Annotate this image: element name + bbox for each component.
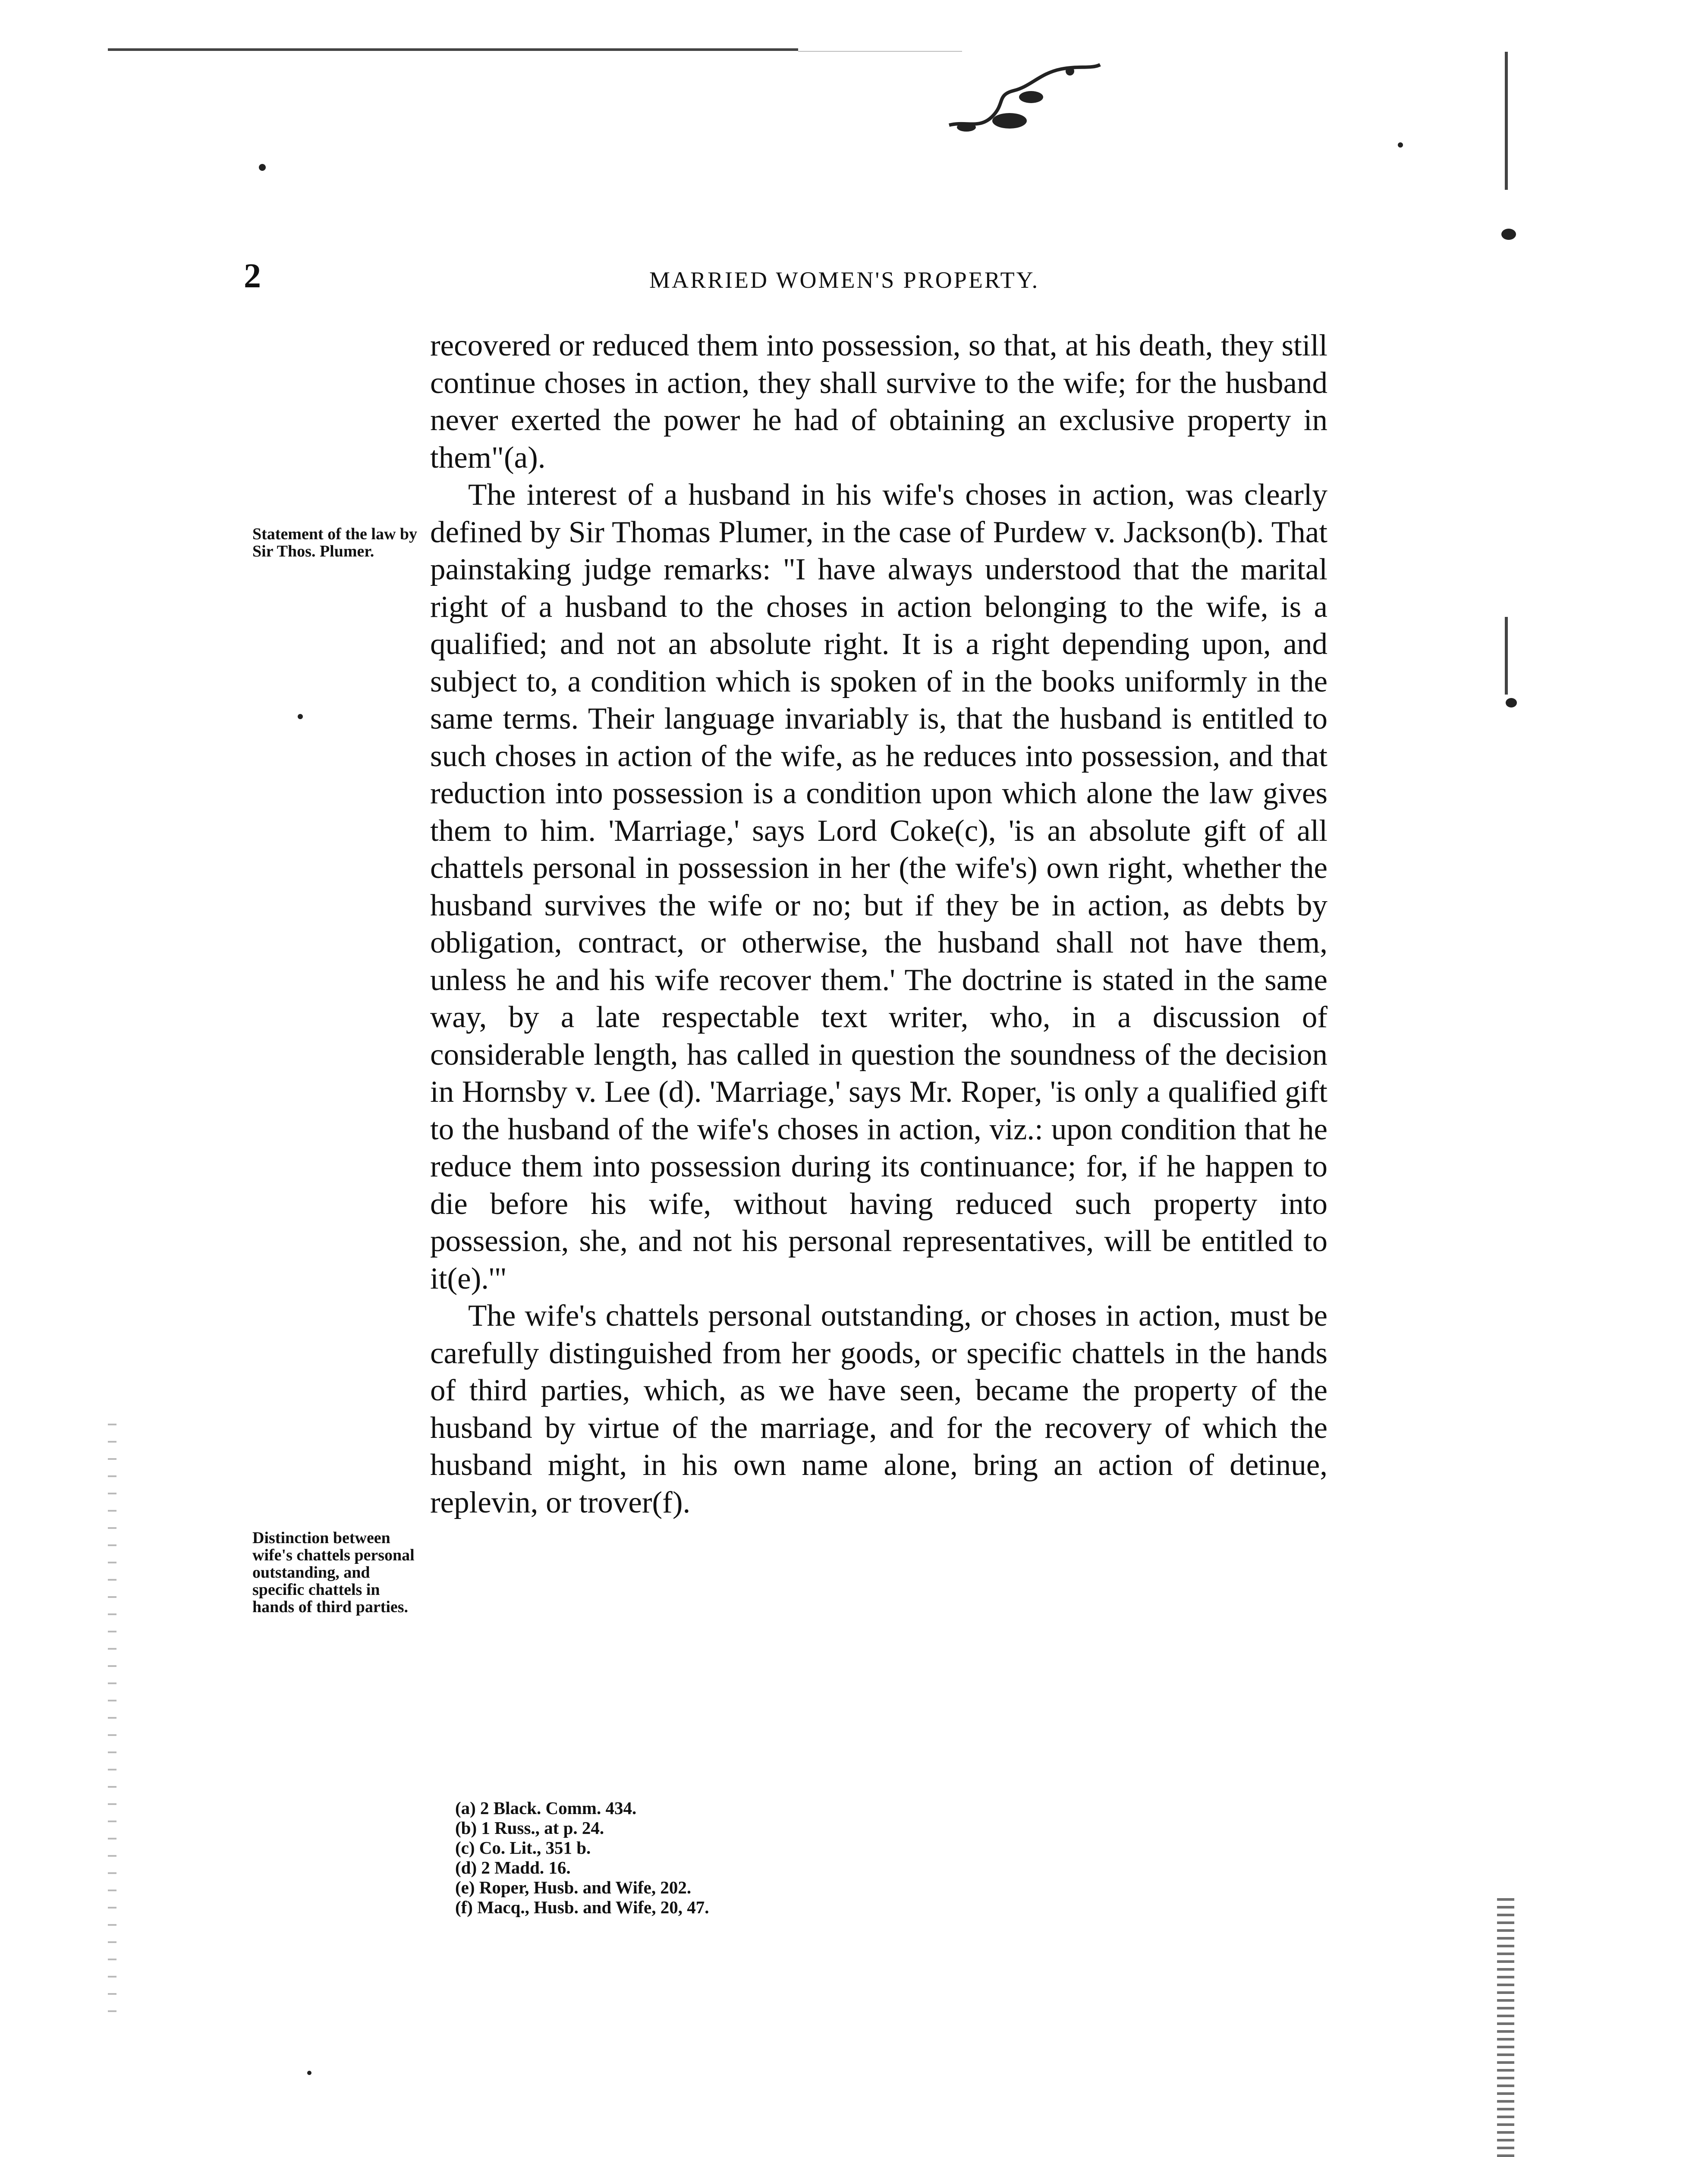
ink-blot-icon — [941, 56, 1104, 142]
speck-dot — [1501, 229, 1516, 240]
footnote: (c) Co. Lit., 351 b. — [455, 1838, 591, 1858]
speck-dot — [259, 164, 266, 171]
footnote: (b) 1 Russ., at p. 24. — [455, 1818, 604, 1838]
right-edge-rule — [1505, 52, 1508, 190]
footnote: (e) Roper, Husb. and Wife, 202. — [455, 1877, 692, 1897]
running-head-title: MARRIED WOMEN'S PROPERTY. — [649, 267, 1040, 293]
top-rule — [108, 48, 798, 51]
right-edge-rule-lower — [1505, 617, 1508, 695]
right-edge-specks — [1497, 1898, 1514, 2157]
footnote: (f) Macq., Husb. and Wife, 20, 47. — [455, 1897, 709, 1917]
footnote: (a) 2 Black. Comm. 434. — [455, 1798, 637, 1818]
speck-dot — [298, 714, 303, 719]
top-rule-faint — [798, 51, 962, 52]
main-text-column — [430, 327, 1327, 1521]
footnotes — [455, 1798, 973, 1917]
paragraph: The wife's chattels personal outstanding, or choses in action, must be carefully distinguished from her goods, or specific chattels in the hands of third parties, which, as we have seen, became the property of the husband by virtue of the marriage, and for the recovery of which the husband might, in his own name alone, bring an action of detinue, replevin, or trover(f). — [430, 1299, 1327, 1519]
speck-dot — [1506, 698, 1517, 707]
paragraph: recovered or reduced them into possession, so that, at his death, they still continue choses in action, they shall survive to the wife; for the husband never exerted the power he had of obtaining an exclusive property in them"(a). — [430, 329, 1327, 475]
paragraph: The interest of a husband in his wife's choses in action, was clearly defined by Sir Thomas Plumer, in the case of Purdew v. Jackson(b). That painstaking judge remarks: "I have always understood that the marital right of a husband to the choses in action belonging to the wife, is a qualified; and not an absolute right. It is a right depending upon, and subject to, a condition which is spoken of in the books uniformly in the same terms. Their language invariably is, that the husband is entitled to such choses in action of the wife, as he reduces into possession, and that reduction into possession is a condition upon which alone the law gives them to him. 'Marriage,' says Lord Coke(c), 'is an absolute gift of all chattels personal in possession in her (the wife's) own right, whether the husband survives the wife or no; but if they be in action, as debts by obligation, contract, or otherwise, the husband shall not have them, unless he and his wife recover them.' The doctrine is stated in the same way, by a late respectable text writer, who, in a discussion of considerable length, has called in question the soundness of the decision in Hornsby v. Lee (d). 'Marriage,' says Mr. Roper, 'is only a qualified gift to the husband of the wife's choses in action, viz.: upon condition that he reduce them into possession during its continuance; for, if he happen to die before his wife, without having reduced such property into possession, she, and not his personal representatives, will be entitled to it(e).'" — [430, 478, 1327, 1295]
left-edge-specks — [108, 1424, 116, 2028]
footnote: (d) 2 Madd. 16. — [455, 1858, 571, 1877]
sidenote-plumer: Statement of the law by Sir Thos. Plumer. — [252, 525, 418, 560]
speck-dot — [1398, 142, 1403, 148]
page-number: 2 — [244, 257, 261, 295]
sidenote-distinction: Distinction between wife's chattels personal outstanding, and specific chattels in hands of third parties. — [252, 1529, 415, 1616]
speck-dot — [307, 2071, 311, 2075]
